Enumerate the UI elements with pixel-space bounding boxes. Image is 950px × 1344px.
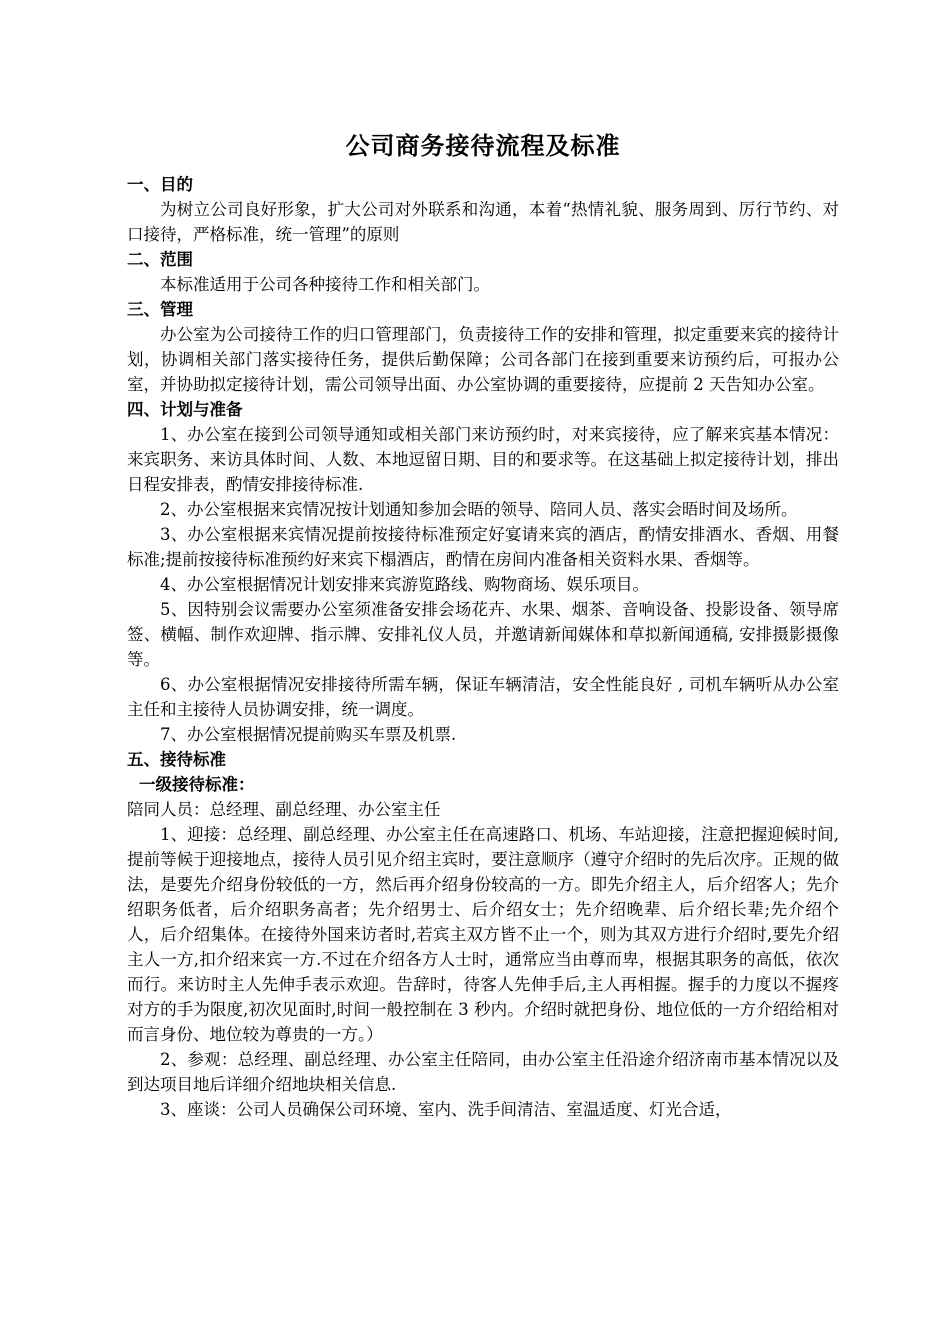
document-page [127, 128, 839, 1122]
paragraph-scope: 本标准适用于公司各种接待工作和相关部门。 [160, 275, 490, 294]
list-item: 2、参观：总经理、副总经理、办公室主任陪同，由办公室主任沿途介绍济南市基本情况以及到达项目地后详细介绍地块相关信息. [127, 1050, 839, 1094]
list-item: 3、办公室根据来宾情况提前按接待标准预定好宴请来宾的酒店，酌情安排酒水、香烟、用餐标准;提前按接待标准预约好来宾下榻酒店，酌情在房间内准备相关资料水果、香烟等。 [127, 525, 839, 569]
page-title: 公司商务接待流程及标准 [345, 132, 621, 160]
list-item: 4、办公室根据情况计划安排来宾游览路线、购物商场、娱乐项目。 [160, 575, 649, 594]
list-item: 5、因特别会议需要办公室须准备安排会场花卉、水果、烟茶、音响设备、投影设备、领导席签、横幅、制作欢迎牌、指示牌、安排礼仪人员，并邀请新闻媒体和草拟新闻通稿, 安排摄影摄像等。 [127, 600, 839, 669]
companions-line: 陪同人员：总经理、副总经理、办公室主任 [127, 800, 441, 819]
list-item: 7、办公室根据情况提前购买车票及机票. [160, 725, 457, 744]
section-heading-planning: 四、计划与准备 [127, 400, 243, 419]
list-item: 3、座谈：公司人员确保公司环境、室内、洗手间清洁、室温适度、灯光合适， [160, 1100, 732, 1119]
section-heading-management: 三、管理 [127, 300, 193, 319]
section-heading-scope: 二、范围 [127, 250, 193, 269]
list-item: 2、办公室根据来宾情况按计划通知参加会晤的领导、陪同人员、落实会晤时间及场所。 [160, 500, 798, 519]
paragraph-purpose: 为树立公司良好形象，扩大公司对外联系和沟通，本着“热情礼貌、服务周到、厉行节约、对口接待，严格标准，统一管理”的原则 [127, 200, 839, 244]
list-item: 1、办公室在接到公司领导通知或相关部门来访预约时，对来宾接待，应了解来宾基本情况：来宾职务、来访具体时间、人数、本地逗留日期、目的和要求等。在这基础上拟定接待计划，排出日程安排表，酌情安排接待标准. [127, 425, 839, 494]
paragraph-management: 办公室为公司接待工作的归口管理部门，负责接待工作的安排和管理，拟定重要来宾的接待计划，协调相关部门落实接待任务，提供后勤保障；公司各部门在接到重要来访预约后，可报办公室，并协助拟定接待计划，需公司领导出面、办公室协调的重要接待，应提前 2 天告知办公室。 [127, 325, 839, 394]
section-heading-purpose: 一、目的 [127, 175, 193, 194]
subheading-level-one: 一级接待标准： [139, 775, 255, 794]
list-item: 6、办公室根据情况安排接待所需车辆，保证车辆清洁，安全性能良好 , 司机车辆听从办公室主任和主接待人员协调安排，统一调度。 [127, 675, 839, 719]
list-item: 1、迎接：总经理、副总经理、办公室主任在高速路口、机场、车站迎接，注意把握迎候时间,提前等候于迎接地点，接待人员引见介绍主宾时，要注意顺序（遵守介绍时的先后次序。正规的做法，是要先介绍身份较低的一方，然后再介绍身份较高的一方。即先介绍主人，后介绍客人；先介绍职务低者，后介绍职务高者；先介绍男士、后介绍女士；先介绍晚辈、后介绍长辈;先介绍个人，后介绍集体。在接待外国来访者时,若宾主双方皆不止一个，则为其双方进行介绍时,要先介绍主人一方,扣介绍来宾一方.不过在介绍各方人士时，通常应当由尊而卑，根据其职务的高低，依次而行。来访时主人先伸手表示欢迎。告辞时，待客人先伸手后,主人再相握。握手的力度以不握疼对方的手为限度,初次见面时,时间一般控制在 3 秒内。介绍时就把身份、地位低的一方介绍给相对而言身份、地位较为尊贵的一方。） [127, 825, 839, 1044]
section-heading-standards: 五、接待标准 [127, 750, 226, 769]
